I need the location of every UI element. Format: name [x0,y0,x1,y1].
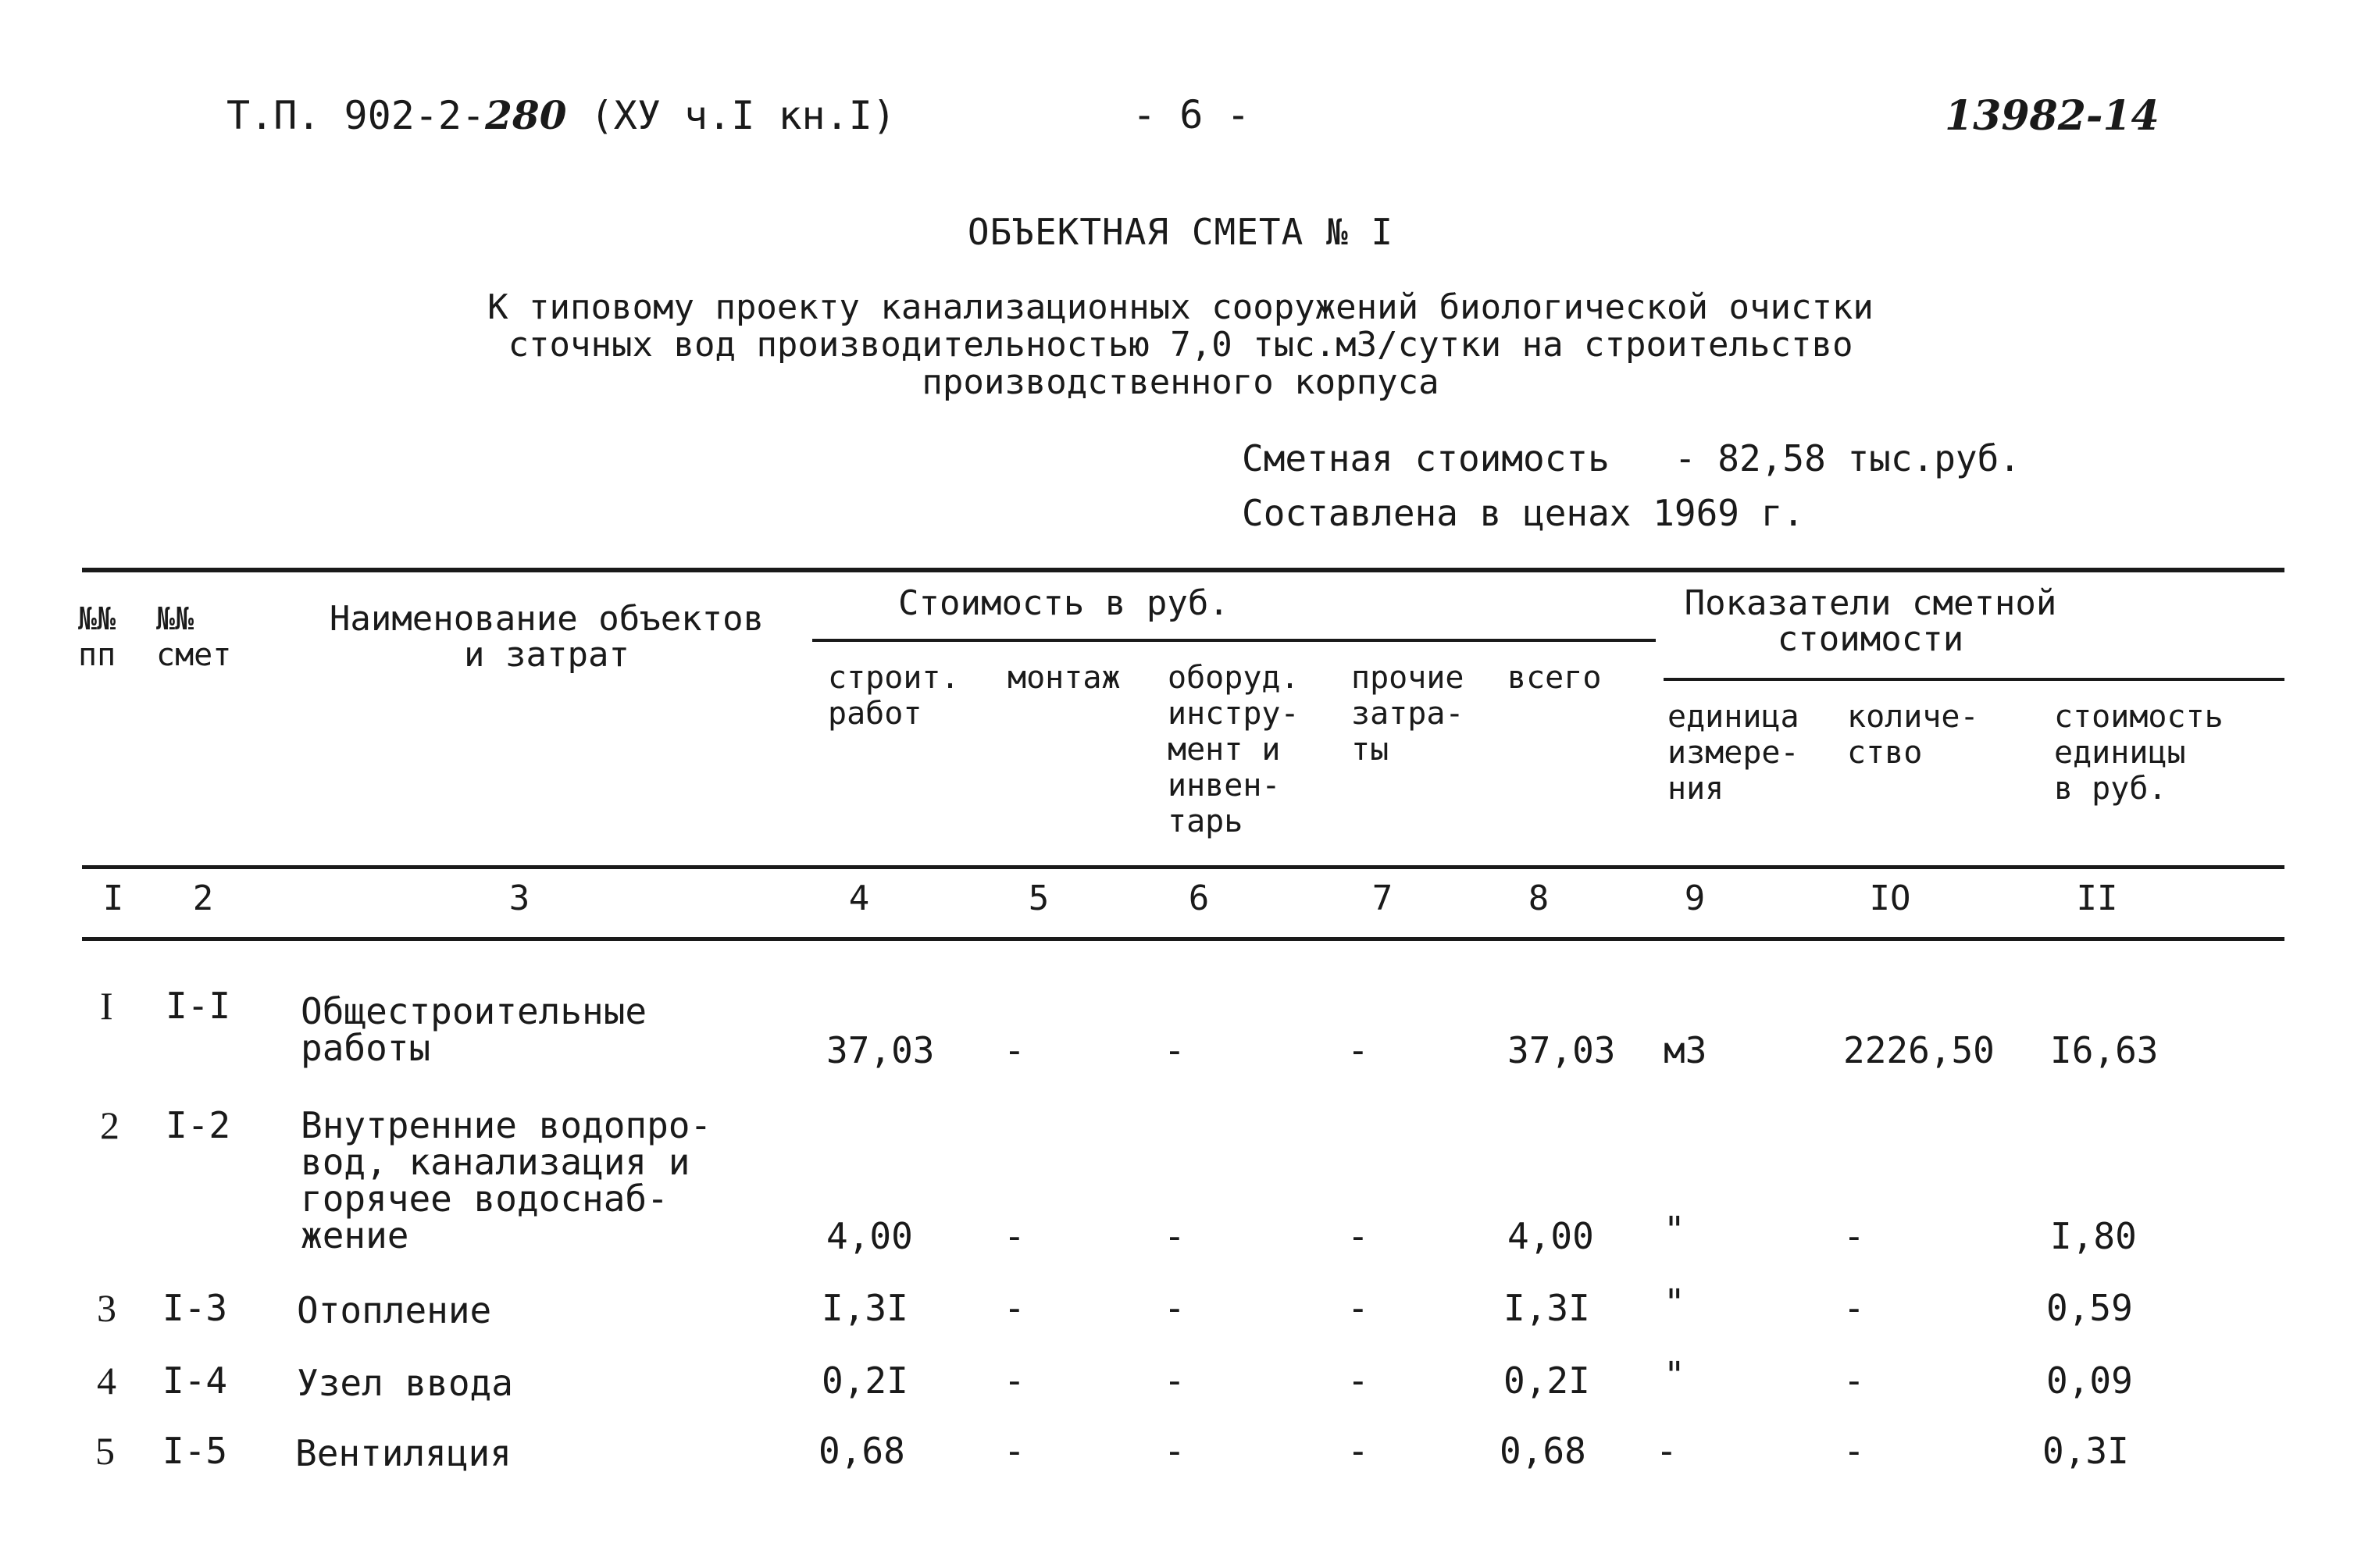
header-montazh: монтаж [1008,660,1121,696]
column-number: 5 [1028,878,1050,918]
table-row-2-quantity: - [1843,1215,1865,1257]
table-row-3-vsego: I,3I [1503,1287,1590,1329]
table-row-5-vsego: 0,68 [1500,1430,1586,1472]
table-row-5-smeta: I-5 [162,1430,228,1472]
table-row-2-oborud: - [1164,1215,1186,1257]
table-top-rule [82,568,2284,572]
table-row-5-unit: - [1656,1430,1678,1472]
column-number: 9 [1684,878,1706,918]
table-row-4-quantity: - [1843,1360,1865,1402]
table-row-3-stroit: I,3I [822,1287,908,1329]
table-row-1-name: Общестроительные работы [301,990,647,1069]
header-quantity: количе- ство [1847,699,1979,771]
header-vsego: всего [1507,660,1602,696]
header-indicators-group: Показатели сметной стоимости [1684,583,2057,659]
table-row-5-pp: 5 [95,1429,115,1473]
header-name: Наименование объектов и затрат [329,599,765,675]
header-no-smet: №№ смет [156,601,232,673]
document-title: ОБЪЕКТНАЯ СМЕТА № I [967,211,1394,253]
table-row-2-unit: " [1664,1209,1685,1251]
subtitle-line-2: сточных вод производительностью 7,0 тыс.м3/сутки на строительство [508,325,1853,365]
table-row-2-montazh: - [1004,1215,1025,1257]
table-row-1-vsego: 37,03 [1507,1029,1616,1071]
table-row-1-unit-cost: I6,63 [2050,1029,2159,1071]
doc-code-suffix: (ХУ ч.I кн.I) [590,93,896,138]
table-row-4-unit-cost: 0,09 [2046,1360,2133,1402]
column-number: I [102,878,124,918]
doc-code-printed: Т.П. 902-2- [226,93,486,138]
table-row-3-unit-cost: 0,59 [2046,1287,2133,1329]
table-row-2-smeta: I-2 [166,1104,231,1146]
estimate-prices: Составлена в ценах 1969 г. [1242,492,1805,534]
column-number: IO [1869,878,1911,918]
header-oborud: оборуд. инстру- мент и инвен- тарь [1168,660,1300,839]
estimate-cost-value: - 82,58 тыс.руб. [1674,437,2021,479]
table-row-2-name: Внутренние водопро- вод, канализация и горячее водоснаб- жение [301,1104,712,1256]
table-row-4-vsego: 0,2I [1503,1360,1590,1402]
table-row-1-oborud: - [1164,1029,1186,1071]
column-number: 6 [1188,878,1210,918]
table-row-1-stroit: 37,03 [826,1029,935,1071]
table-row-3-smeta: I-3 [162,1287,228,1329]
table-row-4-montazh: - [1004,1360,1025,1402]
column-number: II [2076,878,2118,918]
page-number: - 6 - [1132,92,1250,137]
table-row-1-smeta: I-I [166,985,231,1027]
inventory-number: 13982-14 [1945,92,2159,140]
table-row-1-unit: м3 [1664,1029,1707,1071]
cost-group-rule [812,639,1656,642]
table-row-1-quantity: 2226,50 [1843,1029,1995,1071]
table-row-5-stroit: 0,68 [819,1430,905,1472]
column-number: 7 [1371,878,1393,918]
indicators-group-rule [1664,678,2284,681]
table-row-3-name: Отопление [297,1289,492,1331]
table-row-5-prochie: - [1347,1430,1369,1472]
table-row-2-unit-cost: I,80 [2050,1215,2137,1257]
table-row-5-montazh: - [1004,1430,1025,1472]
column-number: 8 [1528,878,1550,918]
header-cost-group: Стоимость в руб. [898,583,1229,623]
table-row-1-pp: I [100,984,113,1028]
table-row-2-stroit: 4,00 [826,1215,913,1257]
header-unit-cost: стоимость единицы в руб. [2054,699,2224,807]
table-row-5-name: Вентиляция [295,1432,512,1474]
table-row-4-oborud: - [1164,1360,1186,1402]
header-unit: единица измере- ния [1667,699,1799,807]
table-row-2-prochie: - [1347,1215,1369,1257]
table-row-3-montazh: - [1004,1287,1025,1329]
header-no-pp: №№ пп [78,601,116,673]
estimate-cost-label: Сметная стоимость [1242,437,1610,479]
table-row-3-quantity: - [1843,1287,1865,1329]
table-row-4-prochie: - [1347,1360,1369,1402]
column-number: 2 [192,878,214,918]
table-row-4-pp: 4 [97,1359,116,1402]
table-row-3-pp: 3 [97,1286,116,1330]
table-row-4-name: Узел ввода [297,1362,513,1404]
table-row-3-prochie: - [1347,1287,1369,1329]
table-row-2-pp: 2 [100,1103,119,1147]
table-row-1-montazh: - [1004,1029,1025,1071]
header-prochie: прочие затра- ты [1351,660,1464,768]
table-row-5-unit-cost: 0,3I [2042,1430,2129,1472]
table-row-4-smeta: I-4 [162,1360,228,1402]
table-row-5-oborud: - [1164,1430,1186,1472]
doc-code-handwritten: 280 [485,92,567,138]
table-row-1-prochie: - [1347,1029,1369,1071]
colnum-bottom-rule [82,937,2284,941]
column-number: 3 [508,878,530,918]
table-row-4-stroit: 0,2I [822,1360,908,1402]
table-row-2-vsego: 4,00 [1507,1215,1594,1257]
subtitle-line-3: производственного корпуса [922,362,1439,402]
estimate-cost [1242,437,2020,479]
header-stroit: строит. работ [828,660,960,732]
table-row-5-quantity: - [1843,1430,1865,1472]
subtitle-line-1: К типовому проекту канализационных сооружений биологической очистки [487,287,1874,327]
table-row-3-unit: " [1664,1281,1685,1324]
header-bottom-rule [82,865,2284,869]
column-number: 4 [848,878,870,918]
doc-code [226,92,896,138]
table-row-3-oborud: - [1164,1287,1186,1329]
table-row-4-unit: " [1664,1354,1685,1396]
